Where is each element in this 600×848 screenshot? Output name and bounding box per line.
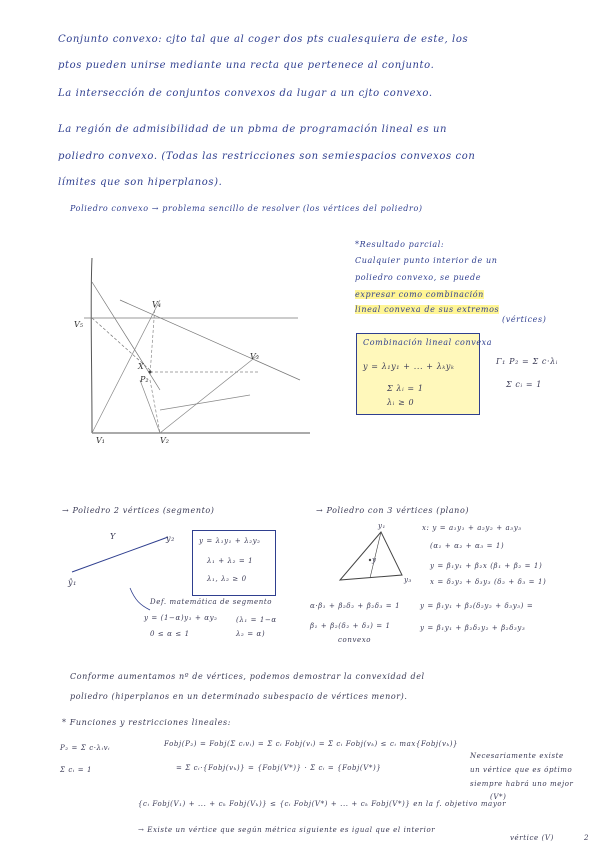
text-line: La intersección de conjuntos convexos da lugar a un cjto convexo. <box>58 88 433 99</box>
tri-eq8: y = β₁y₁ + β₂δ₂y₂ + β₂δ₃y₃ <box>420 624 526 632</box>
tri-eq2: (α₁ + α₂ + α₃ = 1) <box>430 542 505 550</box>
text-line: poliedro convexo. (Todas las restricciones son semiespacios convexos con <box>58 151 476 162</box>
text-line: La región de admisibilidad de un pbma de programación lineal es un <box>58 124 448 135</box>
formula-row3: {cᵢ Fobj(V₁) + ... + cₖ Fobj(Vₖ)} ≤ {cᵢ Fobj(V*) + ... + cₖ Fobj(V*)} en la f. objetivo mayor <box>138 800 507 808</box>
text-line: Conforme aumentamos nº de vértices, podemos demostrar la convexidad del <box>70 672 425 681</box>
tri-eq7: β₁ + β₂(δ₂ + δ₃) = 1 <box>310 622 391 630</box>
result-note-line: poliedro convexo, se puede <box>355 273 482 282</box>
tri-label-y1: y₁ <box>378 522 386 530</box>
formula-note: un vértice que es óptimo <box>470 766 573 774</box>
seg-eq-b: 0 ≤ α ≤ 1 <box>150 630 190 638</box>
formula-note: siempre habrá uno mejor <box>470 780 574 788</box>
section-two-title: → Poliedro 2 vértices (segmento) <box>62 506 215 515</box>
text-line: límites que son hiperplanos). <box>58 177 223 188</box>
formula-note: Necesariamente existe <box>470 752 564 760</box>
graph-label-v5: V₅ <box>74 320 83 329</box>
graph-label-v1: V₁ <box>96 436 105 445</box>
comb-eq3: λᵢ ≥ 0 <box>387 398 415 407</box>
graph-label-v4: V₄ <box>152 300 161 309</box>
comb-box-title: Combinación lineal convexa <box>363 338 493 347</box>
formula-note: (V*) <box>490 793 507 801</box>
tri-eq5: α·β₁ + β₂δ₂ + β₂δ₃ = 1 <box>310 602 401 610</box>
graph-label-x: X <box>138 362 144 371</box>
seg-box-eq1: y = λ₁y₁ + λ₂y₂ <box>199 537 261 545</box>
tri-eq4: x = δ₂y₂ + δ₃y₃ (δ₂ + δ₃ = 1) <box>430 578 547 586</box>
tri-eq3: y = β₁y₁ + β₂x (β₁ + β₂ = 1) <box>430 562 543 570</box>
seg-eq-a: y = (1−α)y₁ + αy₂ <box>144 614 218 622</box>
result-note-line: lineal convexa de sus extremos <box>355 305 500 314</box>
graph-label-p2: P₂ <box>140 375 149 384</box>
text-line: poliedro (hiperplanos en un determinado subespacio de vértices menor). <box>70 692 408 701</box>
seg-label-y: Y <box>110 532 116 541</box>
formula-row1: Fobj(P₂) = Fobj(Σ cᵢvᵢ) = Σ cᵢ Fobj(vᵢ) = Σ cᵢ Fobj(vₖ) ≤ cᵢ max{Fobj(vₖ)} <box>164 740 459 748</box>
comb-eq2: Σ λᵢ = 1 <box>387 384 424 393</box>
section-three-title: → Poliedro con 3 vértices (plano) <box>316 506 470 515</box>
formula-left1: P₂ = Σ c·λᵢvᵢ <box>60 744 111 752</box>
text-line: ptos pueden unirse mediante una recta que pertenece al conjunto. <box>58 60 435 71</box>
section-four-title: * Funciones y restricciones lineales: <box>62 718 232 727</box>
seg-box-eq2: λ₁ + λ₂ = 1 <box>207 557 254 565</box>
seg-box-eq3: λ₁, λ₂ ≥ 0 <box>207 575 247 583</box>
seg-label-y2: y₂ <box>166 534 175 543</box>
comb-side2: Σ cᵢ = 1 <box>506 380 542 389</box>
text-line: Conjunto convexo: cjto tal que al coger dos pts cualesquiera de este, los <box>58 34 469 45</box>
tri-eq1: x: y = a₁y₁ + a₂y₂ + a₃y₃ <box>422 524 522 532</box>
segment-box <box>192 530 276 596</box>
tri-label-y: y <box>372 556 377 564</box>
combination-box <box>356 333 493 415</box>
seg-label-y1: ŷ₁ <box>68 578 77 587</box>
comb-side1: Γ₁ P₂ = Σ c·λᵢ <box>496 357 558 366</box>
result-note-suffix: (vértices) <box>502 315 547 324</box>
formula-row2: = Σ cᵢ·{Fobj(vₖ)} = {Fobj(V*)} · Σ cᵢ = {Fobj(V*)} <box>176 764 382 772</box>
page-number: 2 <box>584 834 590 842</box>
formula-row4: → Existe un vértice que según métrica siguiente es igual que el interior <box>138 826 436 834</box>
arrow-line: Poliedro convexo → problema sencillo de resolver (los vértices del poliedro) <box>70 204 423 213</box>
graph-label-v3: V₃ <box>250 352 259 361</box>
seg-def: Def. matemática de segmento <box>150 598 273 606</box>
seg-eq-c: (λ₁ = 1−α <box>236 616 277 624</box>
comb-eq1: y = λ₁y₁ + ... + λₖyₖ <box>363 362 455 371</box>
result-note-line: Cualquier punto interior de un <box>355 256 498 265</box>
result-note-title: *Resultado parcial: <box>355 240 445 249</box>
formula-tail: vértice (V) <box>510 834 554 842</box>
tri-eq6: y = β₁y₁ + β₂(δ₂y₂ + δ₃y₃) = <box>420 602 534 610</box>
result-note-line: expresar como combinación <box>355 290 484 299</box>
graph-label-v2: V₂ <box>160 436 169 445</box>
tri-convexo: convexo <box>338 636 372 644</box>
tri-label-y3: y₃ <box>404 576 412 584</box>
seg-eq-d: λ₂ = α) <box>236 630 266 638</box>
formula-left2: Σ cᵢ = 1 <box>60 766 93 774</box>
